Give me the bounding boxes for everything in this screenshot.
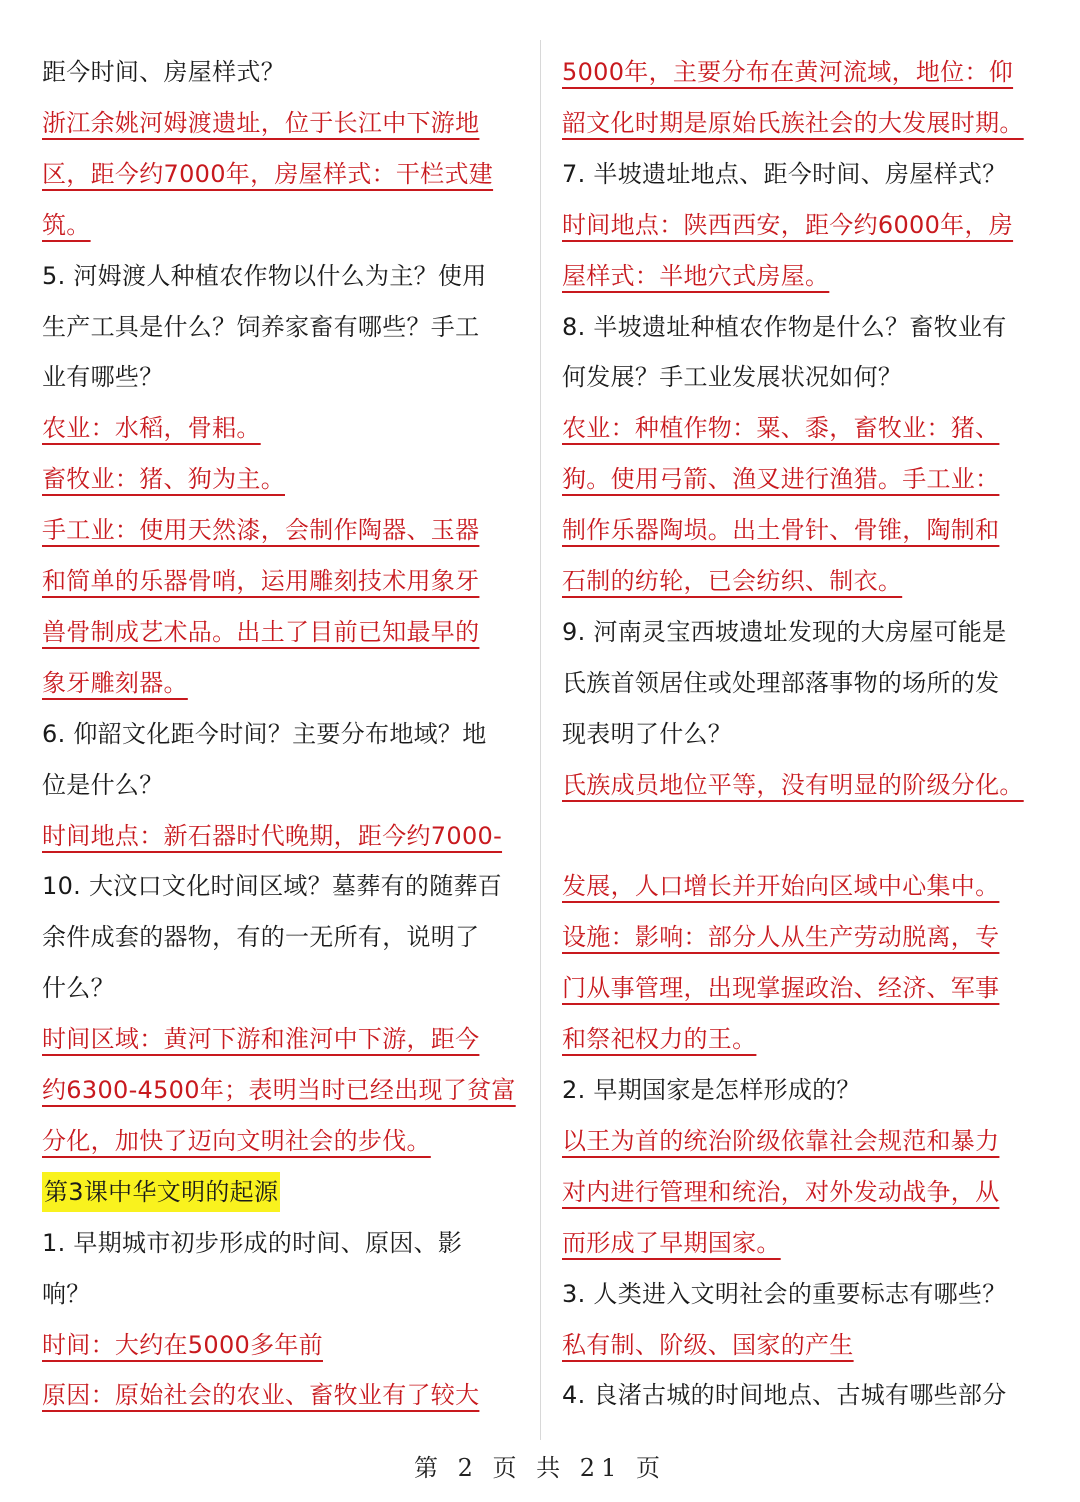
answer-line: 制作乐器陶埙。出土骨针、骨锥，陶制和 [562,516,1000,545]
section-heading: 第3课中华文明的起源 [42,1172,280,1212]
question-line: 1. 早期城市初步形成的时间、原因、影 [42,1228,463,1257]
answer-line: 浙江余姚河姆渡遗址，位于长江中下游地 [42,108,480,137]
answer-line: 分化，加快了迈向文明社会的步伐。 [42,1126,431,1155]
answer-line: 和简单的乐器骨哨，运用雕刻技术用象牙 [42,567,480,595]
answer-line: 象牙雕刻器。 [42,668,188,697]
question-line: 响？ [42,1279,91,1308]
answer-line: 区，距今约7000年，房屋样式：干栏式建 [42,159,494,188]
answer-line: 原因：原始社会的农业、畜牧业有了较大 [42,1381,480,1410]
answer-line: 农业：水稻，骨耜。 [42,414,261,443]
question-line: 位是什么？ [42,770,164,799]
answer-line: 以王为首的统治阶级依靠社会规范和暴力 [562,1126,1000,1155]
answer-line: 而形成了早期国家。 [562,1228,781,1257]
question-line: 3. 人类进入文明社会的重要标志有哪些？ [562,1279,1007,1308]
question-line: 9. 河南灵宝西坡遗址发现的大房屋可能是 [562,617,1007,646]
question-line: 氏族首领居住或处理部落事物的场所的发 [562,668,1000,697]
question-line: 余件成套的器物，有的一无所有，说明了 [42,923,480,952]
answer-line: 时间：大约在5000多年前 [42,1330,323,1359]
answer-line: 时间地点：陕西西安，距今约6000年，房 [562,210,1014,239]
answer-line: 发展，人口增长并开始向区域中心集中。 [562,872,1000,901]
question-line: 2. 早期国家是怎样形成的？ [562,1076,861,1104]
question-line: 7. 半坡遗址地点、距今时间、房屋样式？ [562,159,1007,188]
answer-line: 5000年，主要分布在黄河流域，地位：仰 [562,58,1014,86]
question-line: 业有哪些？ [42,363,164,392]
answer-line: 对内进行管理和统治，对外发动战争，从 [562,1177,1000,1206]
question-line: 什么？ [42,974,115,1003]
answer-line: 私有制、阶级、国家的产生 [562,1330,854,1359]
answer-line: 农业：种植作物：粟、黍，畜牧业：猪、 [562,414,1000,443]
answer-line: 时间区域：黄河下游和淮河中下游，距今 [42,1025,480,1054]
column-divider [540,40,541,1440]
question-line: 何发展？手工业发展状况如何？ [562,363,903,392]
question-line: 生产工具是什么？饲养家畜有哪些？手工 [42,312,480,341]
answer-line: 和祭祀权力的王。 [562,1025,757,1054]
answer-line: 氏族成员地位平等，没有明显的阶级分化。 [562,770,1024,799]
answer-line: 石制的纺轮，已会纺织、制衣。 [562,567,903,595]
answer-line: 设施：影响：部分人从生产劳动脱离，专 [562,923,1000,952]
question-line: 10. 大汶口文化时间区域？墓葬有的随葬百 [42,872,503,901]
question-line: 6. 仰韶文化距今时间？主要分布地域？地 [42,719,487,748]
answer-line: 韶文化时期是原始氏族社会的大发展时期。 [562,108,1024,137]
question-line: 4. 良渚古城的时间地点、古城有哪些部分 [562,1381,1007,1410]
answer-line: 筑。 [42,210,91,239]
answer-line: 门从事管理，出现掌握政治、经济、军事 [562,974,1000,1003]
page-footer: 第 2 页 共 21 页 [414,1454,666,1482]
answer-line: 屋样式：半地穴式房屋。 [562,261,830,290]
answer-line: 畜牧业：猪、狗为主。 [42,465,285,494]
answer-line: 兽骨制成艺术品。出土了目前已知最早的 [42,617,480,646]
question-line: 现表明了什么？ [562,719,733,748]
question-line: 5. 河姆渡人种植农作物以什么为主？使用 [42,261,487,290]
answer-line: 狗。使用弓箭、渔叉进行渔猎。手工业： [562,465,1000,494]
question-line: 8. 半坡遗址种植农作物是什么？畜牧业有 [562,312,1007,341]
answer-line: 约6300-4500年；表明当时已经出现了贫富 [42,1076,516,1104]
answer-line: 手工业：使用天然漆，会制作陶器、玉器 [42,516,480,545]
answer-line: 时间地点：新石器时代晚期，距今约7000- [42,821,503,850]
question-line: 距今时间、房屋样式？ [42,58,285,86]
